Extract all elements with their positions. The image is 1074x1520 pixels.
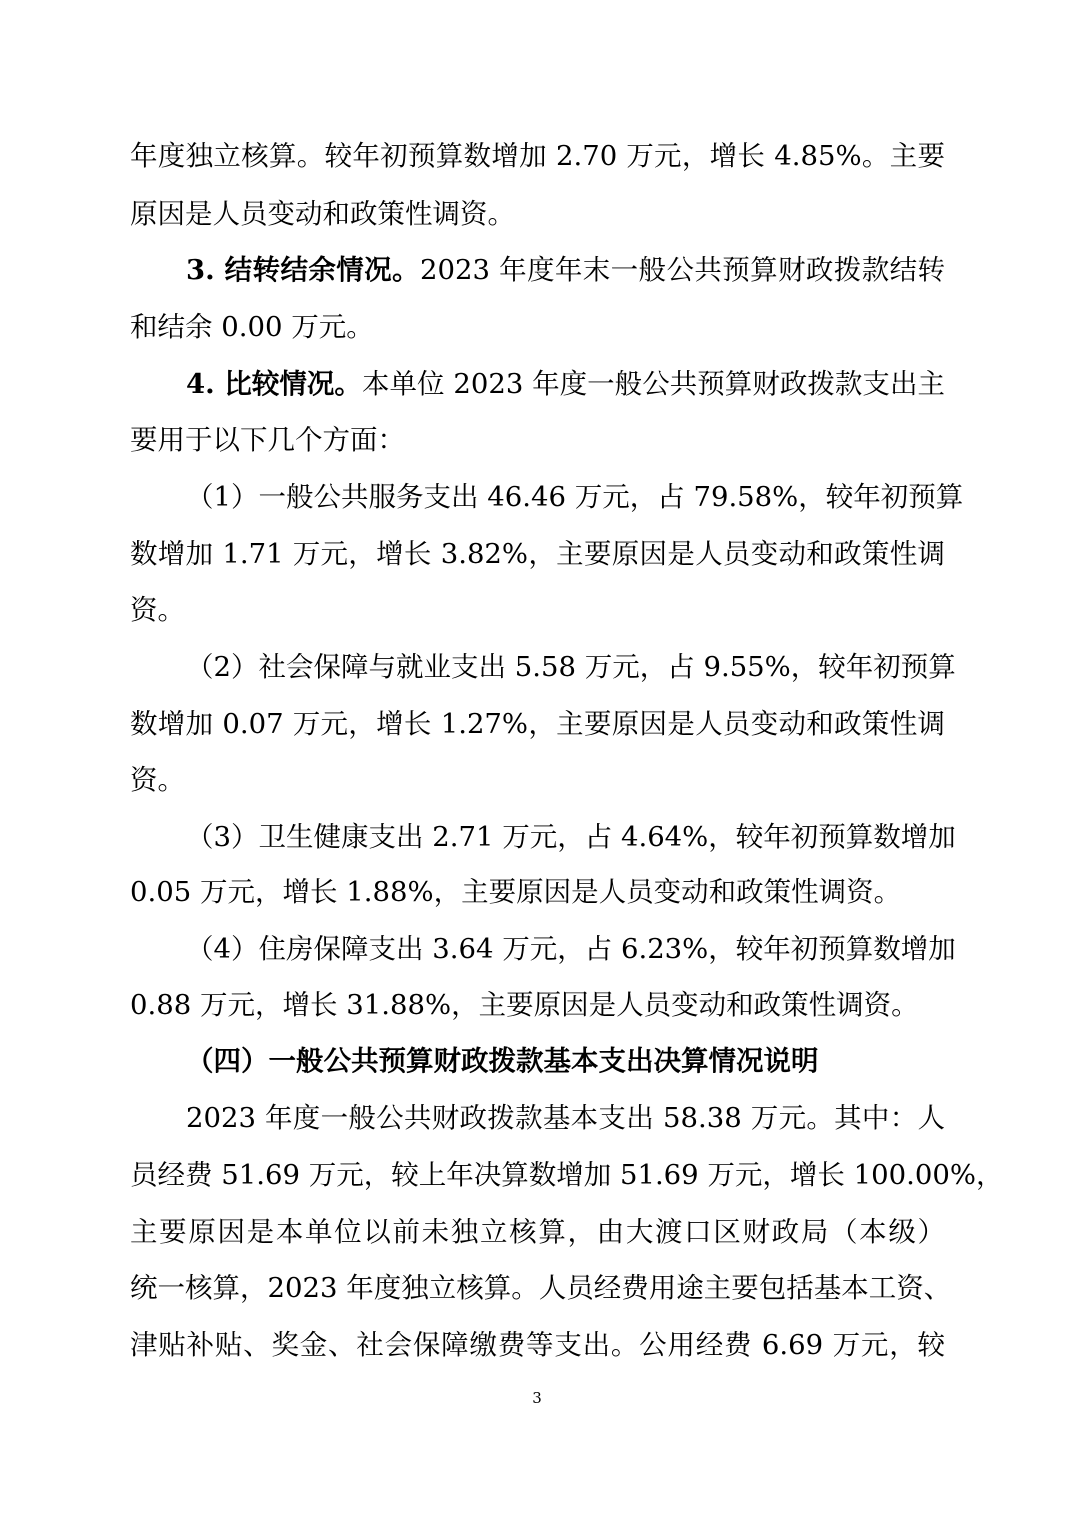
section-4-text: 本单位 2023 年度一般公共预算财政拨款支出主	[361, 368, 945, 400]
paragraph-line: 数增加 1.71 万元，增长 3.82%，主要原因是人员变动和政策性调	[130, 538, 945, 570]
section-heading: （四）一般公共预算财政拨款基本支出决算情况说明	[186, 1045, 819, 1077]
paragraph-line: 2023 年度一般公共财政拨款基本支出 58.38 万元。其中：人	[186, 1102, 945, 1134]
paragraph-line: 主要原因是本单位以前未独立核算，由大渡口区财政局（本级）	[130, 1216, 945, 1248]
paragraph-line: 和结余 0.00 万元。	[130, 311, 374, 343]
paragraph-line: 0.88 万元，增长 31.88%，主要原因是人员变动和政策性调资。	[130, 989, 919, 1021]
item-2-line: （2）社会保障与就业支出 5.58 万元，占 9.55%，较年初预算	[186, 651, 956, 683]
item-4-line: （4）住房保障支出 3.64 万元，占 6.23%，较年初预算数增加	[186, 933, 956, 965]
paragraph-line: 统一核算，2023 年度独立核算。人员经费用途主要包括基本工资、	[130, 1272, 952, 1304]
paragraph-line: 资。	[130, 764, 185, 796]
paragraph-line: 资。	[130, 594, 185, 626]
section-4-title: 4. 比较情况。	[186, 368, 362, 400]
paragraph-line: 要用于以下几个方面：	[130, 424, 405, 456]
paragraph-line: 数增加 0.07 万元，增长 1.27%，主要原因是人员变动和政策性调	[130, 708, 945, 740]
paragraph-line: 年度独立核算。较年初预算数增加 2.70 万元，增长 4.85%。主要	[130, 140, 945, 172]
section-3-title: 3. 结转结余情况。	[186, 254, 420, 286]
paragraph-line: 津贴补贴、奖金、社会保障缴费等支出。公用经费 6.69 万元，较	[130, 1329, 945, 1361]
page-number: 3	[532, 1389, 542, 1407]
item-1-line: （1）一般公共服务支出 46.46 万元，占 79.58%，较年初预算	[186, 481, 964, 513]
section-3-line	[186, 250, 945, 290]
paragraph-line: 0.05 万元，增长 1.88%，主要原因是人员变动和政策性调资。	[130, 876, 902, 908]
item-3-line: （3）卫生健康支出 2.71 万元，占 4.64%，较年初预算数增加	[186, 821, 956, 853]
section-3-text: 2023 年度年末一般公共预算财政拨款结转	[419, 254, 945, 286]
section-4-line	[186, 364, 945, 404]
paragraph-line: 原因是人员变动和政策性调资。	[130, 198, 515, 230]
paragraph-line: 员经费 51.69 万元，较上年决算数增加 51.69 万元，增长 100.00%，	[130, 1159, 1004, 1191]
